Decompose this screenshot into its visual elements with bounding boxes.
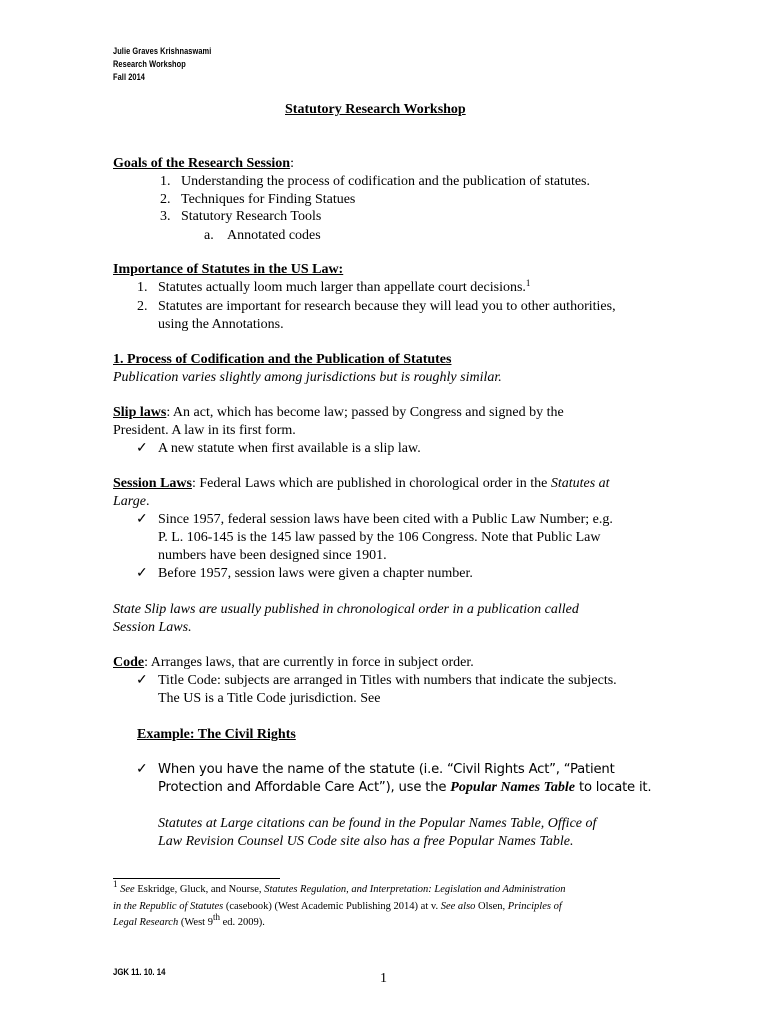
footnote-edition-sup: th: [212, 912, 220, 922]
importance-item-1-text: Statutes actually loom much larger than appellate court decisions.: [158, 280, 526, 295]
goals-heading: Goals of the Research Session: [113, 156, 291, 171]
goals-item-num-3: 3.: [160, 209, 171, 224]
slip-laws-def: : An act, which has become law; passed by Congress and signed by the: [166, 405, 564, 420]
footnote-pub: (casebook) (West Academic Publishing 2014) at v.: [223, 901, 441, 912]
importance-item-1: [158, 280, 530, 296]
footnote-edition-b: ed. 2009).: [219, 917, 265, 928]
goals-heading-row: [113, 156, 294, 172]
footnote-divider: [113, 878, 280, 879]
page-title: Statutory Research Workshop: [285, 102, 466, 117]
footnote-line2: [113, 901, 562, 912]
code-line1: [113, 655, 474, 671]
slip-laws-term: Slip laws: [113, 405, 167, 420]
header-author: Julie Graves Krishnaswami: [113, 46, 212, 57]
state-slip-line1: State Slip laws are usually published in chronological order in a publication called: [113, 602, 579, 617]
goals-subitem-num: a.: [204, 228, 214, 243]
example-italic-line1: Statutes at Large citations can be found in the Popular Names Table, Office of: [158, 816, 597, 831]
section1-heading: 1. Process of Codification and the Publication of Statutes: [113, 352, 452, 367]
code-def: : Arranges laws, that are currently in force in subject order.: [144, 655, 474, 670]
check-icon: ✓: [136, 512, 148, 527]
footnote-edition-a: (West 9: [178, 917, 213, 928]
session-laws-large: Large: [113, 494, 146, 509]
session-laws-def: : Federal Laws which are published in chorological order in the: [191, 476, 551, 491]
check-icon: ✓: [136, 566, 148, 581]
popular-names-table: Popular Names Table: [450, 780, 575, 795]
goals-item-2: Techniques for Finding Statues: [181, 192, 356, 207]
importance-item-num-1: 1.: [137, 280, 148, 295]
check-icon: ✓: [136, 762, 148, 777]
session-laws-check2: Before 1957, session laws were given a chapter number.: [158, 566, 473, 581]
importance-item-2-line2: using the Annotations.: [158, 317, 284, 332]
session-laws-check1-line2: P. L. 106-145 is the 145 law passed by the 106 Congress. Note that Public Law: [158, 530, 601, 545]
footnote-olsen-title-a: Principles of: [507, 901, 562, 912]
example-italic-line2: Law Revision Counsel US Code site also has a free Popular Names Table.: [158, 834, 574, 849]
goals-item-1: Understanding the process of codification and the publication of statutes.: [181, 174, 591, 189]
session-laws-line2: [113, 494, 149, 510]
session-laws-line1: [113, 476, 610, 492]
footnote-marker: 1: [113, 879, 118, 889]
slip-laws-check1: A new statute when first available is a slip law.: [158, 441, 421, 456]
page-number: 1: [380, 971, 387, 986]
check-icon: ✓: [136, 673, 148, 688]
example-check1-line2: [158, 780, 651, 796]
footnote-line1: [113, 879, 566, 895]
example-check1-a: Protection and Affordable Care Act”), use the: [158, 780, 451, 795]
goals-colon: :: [290, 156, 294, 171]
footnote-see-also: See also: [440, 901, 476, 912]
header-course: Research Workshop: [113, 59, 186, 70]
session-laws-check1-line3: numbers have been designed since 1901.: [158, 548, 387, 563]
goals-subitem: Annotated codes: [227, 228, 321, 243]
state-slip-line2: Session Laws.: [113, 620, 192, 635]
footnote-ref[interactable]: 1: [525, 278, 531, 288]
session-laws-term: Session Laws: [113, 476, 192, 491]
footnote-olsen: Olsen,: [475, 901, 508, 912]
session-laws-statutes: Statutes at: [550, 476, 610, 491]
goals-item-3: Statutory Research Tools: [181, 209, 322, 224]
code-check1-line2: The US is a Title Code jurisdiction. See: [158, 691, 381, 706]
goals-item-num-1: 1.: [160, 174, 171, 189]
session-laws-check1-line1: Since 1957, federal session laws have been cited with a Public Law Number; e.g.: [158, 512, 613, 527]
importance-item-num-2: 2.: [137, 299, 148, 314]
footnote-authors: Eskridge, Gluck, and Nourse,: [134, 884, 265, 895]
slip-laws-line2: President. A law in its first form.: [113, 423, 296, 438]
footnote-book-title-b: in the Republic of Statutes: [113, 901, 224, 912]
section1-subtitle: Publication varies slightly among jurisdictions but is roughly similar.: [113, 370, 502, 385]
session-laws-period: .: [145, 494, 150, 509]
example-check1-c: to locate it.: [574, 780, 652, 795]
goals-item-num-2: 2.: [160, 192, 171, 207]
footnote-olsen-title-b: Legal Research: [113, 917, 179, 928]
example-check1-line1: When you have the name of the statute (i.e. “Civil Rights Act”, “Patient: [158, 762, 615, 777]
example-heading: Example: The Civil Rights: [137, 727, 296, 742]
footer-initials-date: JGK 11. 10. 14: [113, 967, 166, 978]
header-term: Fall 2014: [113, 72, 146, 83]
footnote-book-title-a: Statutes Regulation, and Interpretation: Legislation and Administration: [264, 884, 566, 895]
code-check1-line1: Title Code: subjects are arranged in Titles with numbers that indicate the subjects.: [158, 673, 617, 688]
code-term: Code: [113, 655, 145, 670]
footnote-see: See: [120, 884, 135, 895]
check-icon: ✓: [136, 441, 148, 456]
slip-laws-line1: [113, 405, 564, 421]
importance-item-2-line1: Statutes are important for research because they will lead you to other authorities,: [158, 299, 616, 314]
footnote-line3: [113, 912, 265, 928]
importance-heading: Importance of Statutes in the US Law:: [113, 262, 344, 277]
